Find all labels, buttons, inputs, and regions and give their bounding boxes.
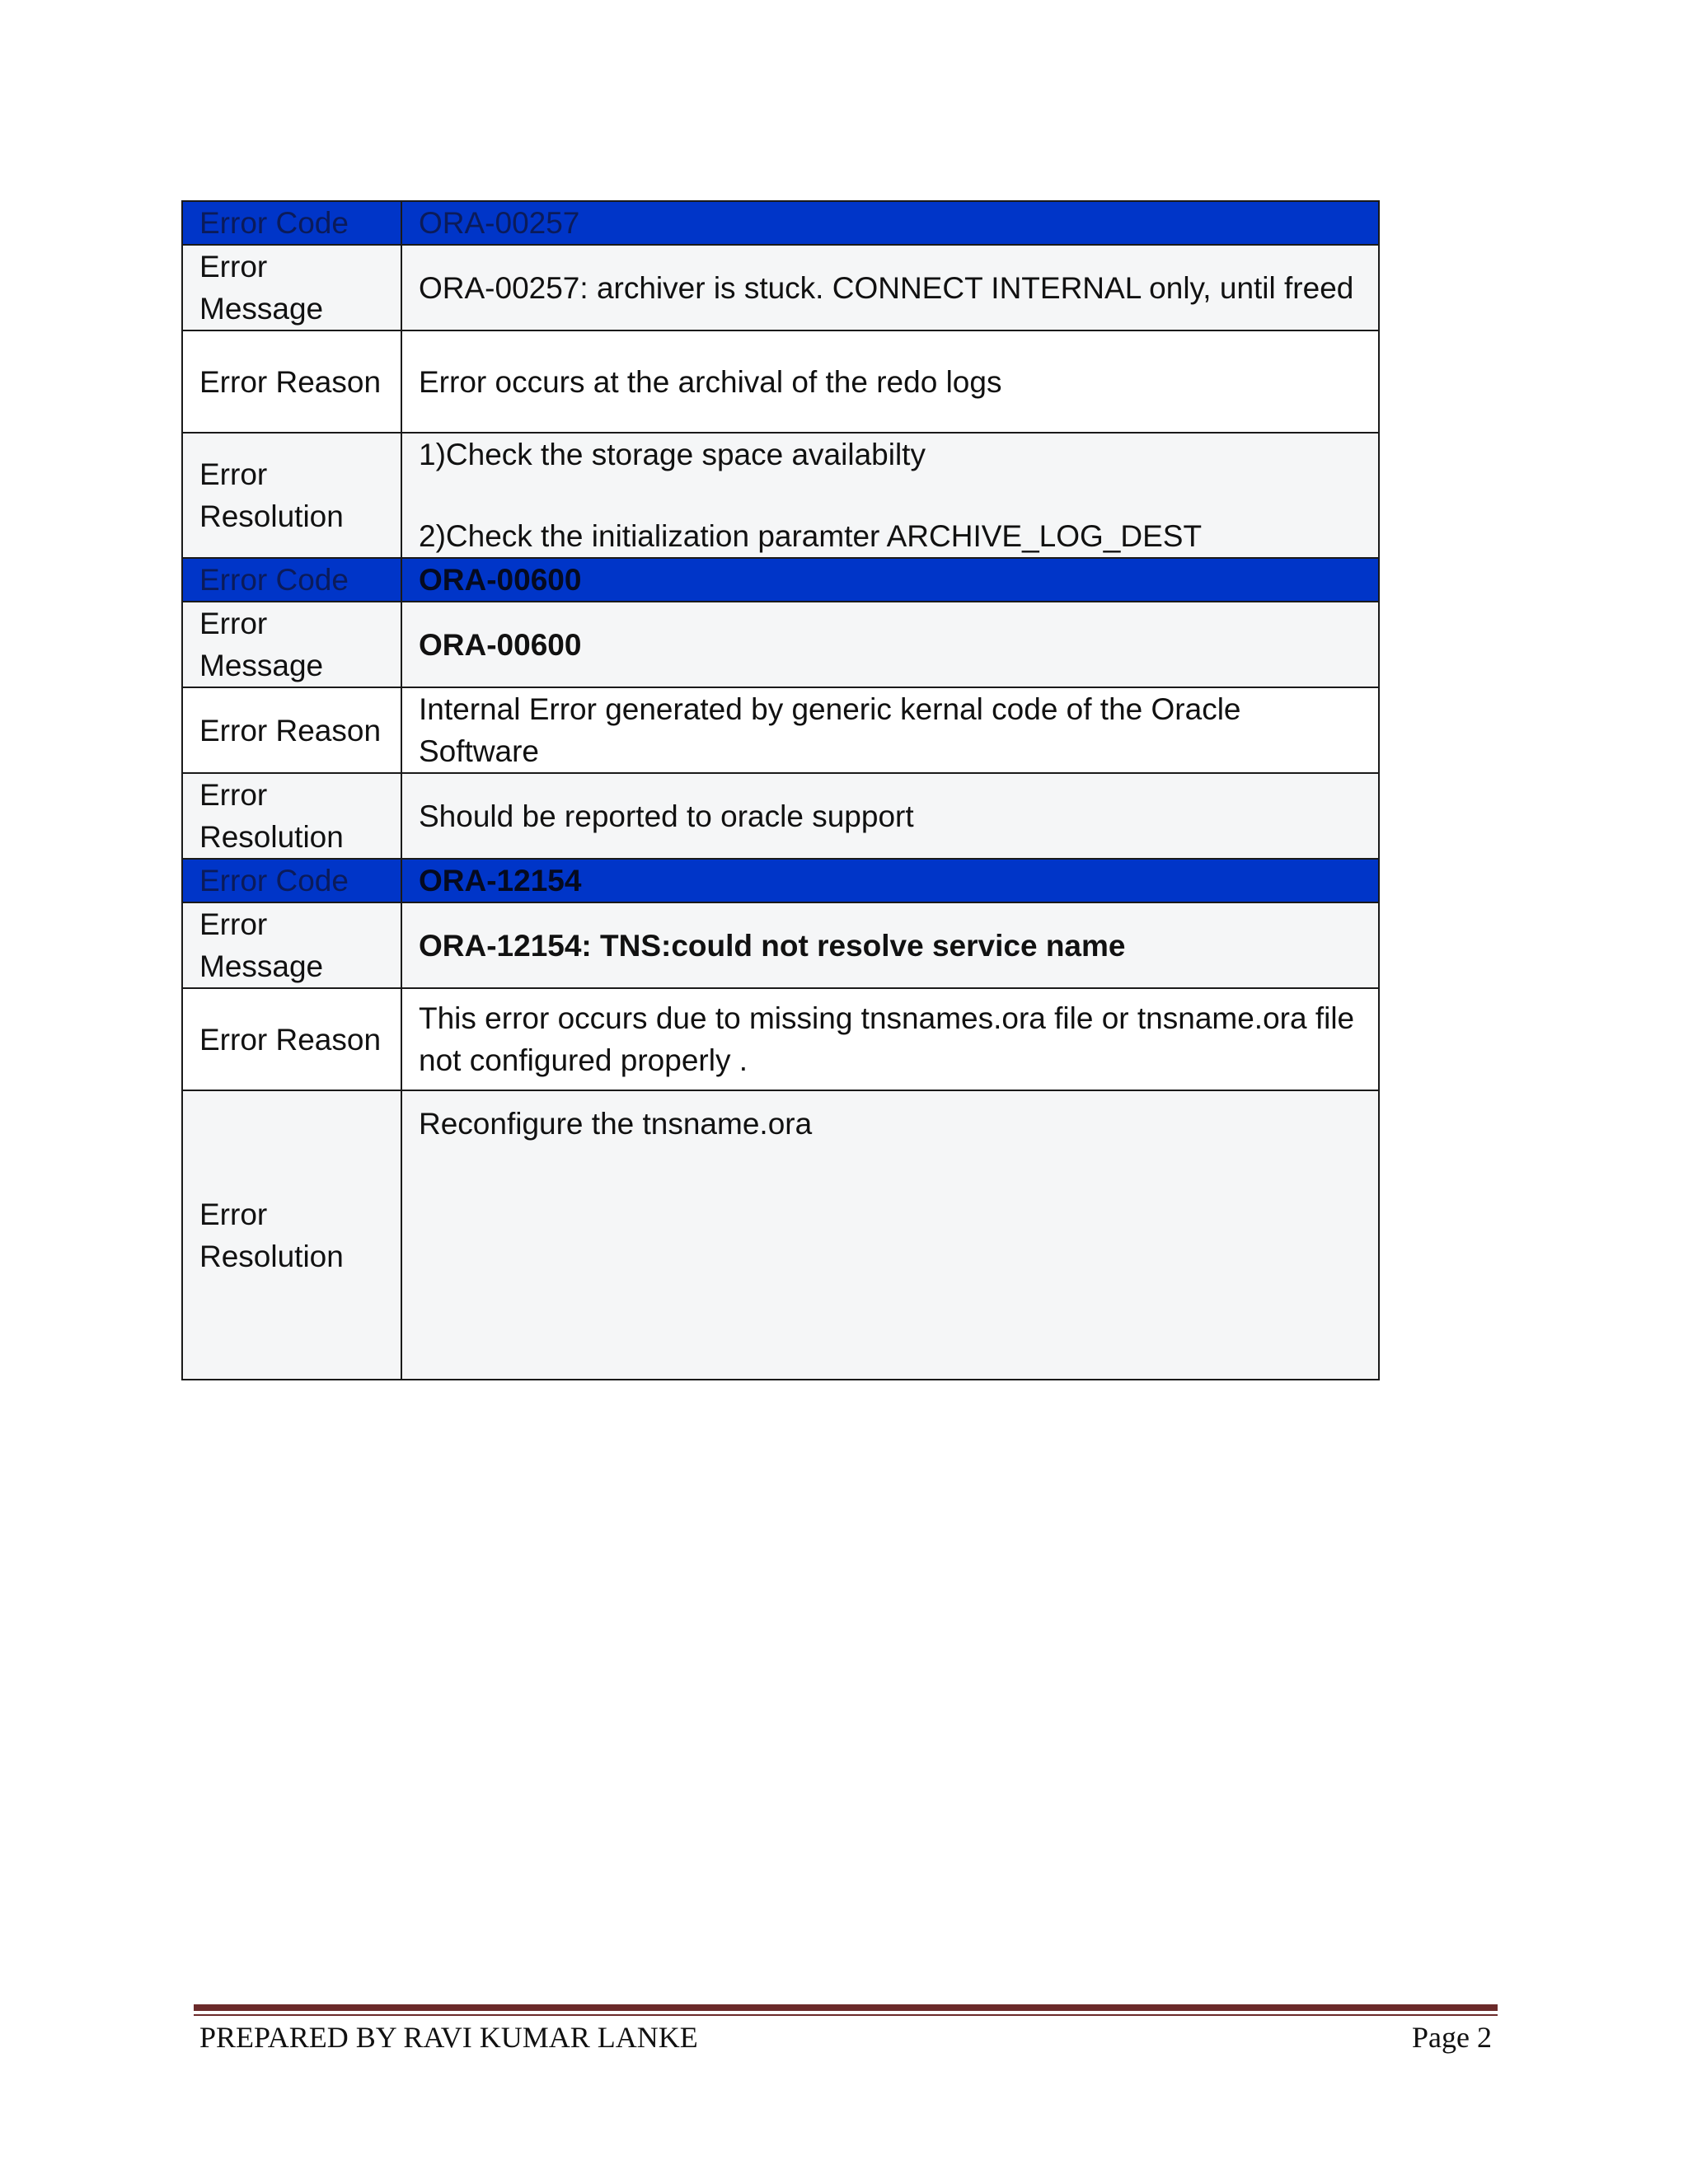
error-reason: Error occurs at the archival of the redo logs xyxy=(401,330,1379,433)
table-row xyxy=(182,433,1379,558)
error-reason: This error occurs due to missing tnsnames.ora file or tnsname.ora file not configured properly . xyxy=(401,988,1379,1090)
footer-prepared-by: PREPARED BY RAVI KUMAR LANKE xyxy=(199,2021,698,2054)
error-code: ORA-00257 xyxy=(401,201,1379,245)
error-message: ORA-00257: archiver is stuck. CONNECT INTERNAL only, until freed xyxy=(401,245,1379,330)
table-row xyxy=(182,773,1379,859)
resolution-label: Error Resolution xyxy=(182,433,401,558)
reason-label: Error Reason xyxy=(182,988,401,1090)
resolution-step: 2)Check the initialization paramter ARCHIVE_LOG_DEST xyxy=(419,519,1203,553)
footer-rule xyxy=(194,2004,1498,2011)
error-reason: Internal Error generated by generic kernal code of the Oracle Software xyxy=(401,687,1379,773)
error-code: ORA-12154 xyxy=(401,859,1379,902)
table-row xyxy=(182,902,1379,988)
message-label: Error Message xyxy=(182,602,401,687)
table-row xyxy=(182,687,1379,773)
resolution-label: Error Resolution xyxy=(182,773,401,859)
footer-rule-thin xyxy=(194,2014,1498,2016)
message-label: Error Message xyxy=(182,902,401,988)
reason-label: Error Reason xyxy=(182,330,401,433)
table-row xyxy=(182,859,1379,902)
table-row xyxy=(182,245,1379,330)
error-resolution: Should be reported to oracle support xyxy=(401,773,1379,859)
code-label: Error Code xyxy=(182,558,401,602)
resolution-label: Error Resolution xyxy=(182,1090,401,1380)
table-row xyxy=(182,558,1379,602)
message-label: Error Message xyxy=(182,245,401,330)
error-message: ORA-12154: TNS:could not resolve service name xyxy=(401,902,1379,988)
error-code: ORA-00600 xyxy=(401,558,1379,602)
table-row xyxy=(182,602,1379,687)
resolution-step: 1)Check the storage space availabilty xyxy=(419,438,926,471)
code-label: Error Code xyxy=(182,859,401,902)
table-row xyxy=(182,201,1379,245)
table-row xyxy=(182,1090,1379,1380)
error-code-table xyxy=(181,200,1380,1380)
footer-page-number: Page 2 xyxy=(1412,2021,1492,2054)
error-message: ORA-00600 xyxy=(401,602,1379,687)
code-label: Error Code xyxy=(182,201,401,245)
error-resolution xyxy=(401,433,1379,558)
table-row xyxy=(182,330,1379,433)
table-row xyxy=(182,988,1379,1090)
error-resolution: Reconfigure the tnsname.ora xyxy=(401,1090,1379,1380)
reason-label: Error Reason xyxy=(182,687,401,773)
